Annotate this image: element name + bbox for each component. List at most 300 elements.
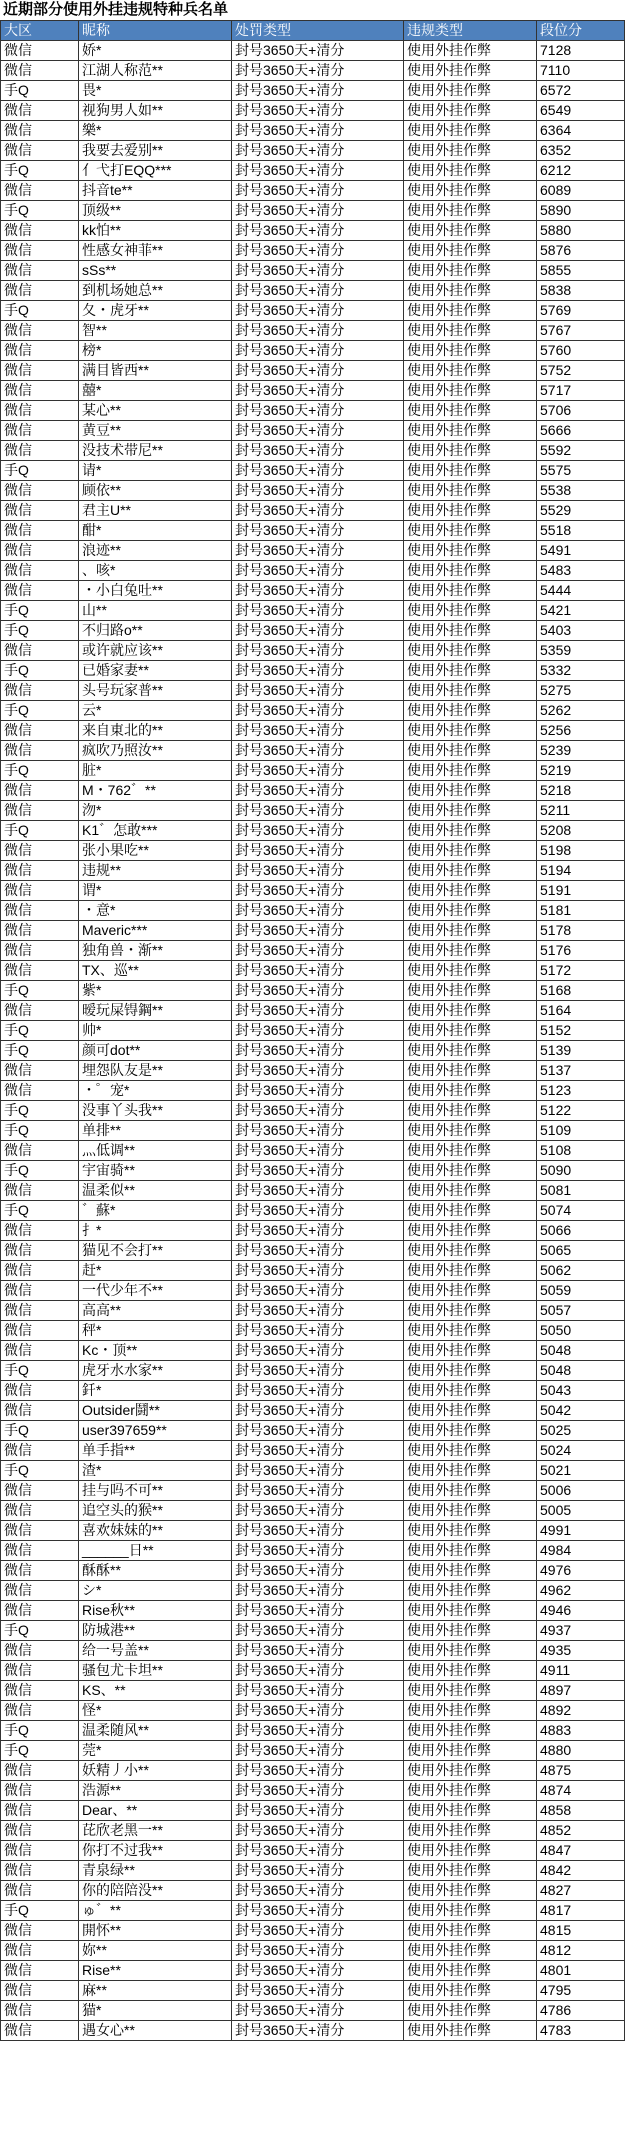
penalty-type-cell: 封号3650天+清分 bbox=[232, 1801, 404, 1821]
table-row bbox=[1, 341, 625, 361]
penalty-type-cell: 封号3650天+清分 bbox=[232, 1321, 404, 1341]
region-cell: 微信 bbox=[1, 901, 79, 921]
table-row bbox=[1, 161, 625, 181]
region-cell: 手Q bbox=[1, 1721, 79, 1741]
penalty-type-cell: 封号3650天+清分 bbox=[232, 1381, 404, 1401]
rank-score-cell: 4880 bbox=[537, 1741, 625, 1761]
violation-type-cell: 使用外挂作弊 bbox=[404, 521, 537, 541]
table-row bbox=[1, 701, 625, 721]
violation-type-cell: 使用外挂作弊 bbox=[404, 1821, 537, 1841]
penalty-type-cell: 封号3650天+清分 bbox=[232, 201, 404, 221]
table-row bbox=[1, 861, 625, 881]
penalty-type-cell: 封号3650天+清分 bbox=[232, 1041, 404, 1061]
table-row bbox=[1, 1421, 625, 1441]
nickname-cell: 单手指** bbox=[79, 1441, 232, 1461]
table-row bbox=[1, 1161, 625, 1181]
rank-score-cell: 5048 bbox=[537, 1341, 625, 1361]
rank-score-cell: 5042 bbox=[537, 1401, 625, 1421]
rank-score-cell: 4883 bbox=[537, 1721, 625, 1741]
violation-type-cell: 使用外挂作弊 bbox=[404, 301, 537, 321]
nickname-cell: 青泉绿** bbox=[79, 1861, 232, 1881]
penalty-type-cell: 封号3650天+清分 bbox=[232, 421, 404, 441]
penalty-type-cell: 封号3650天+清分 bbox=[232, 481, 404, 501]
rank-score-cell: 7110 bbox=[537, 61, 625, 81]
region-cell: 微信 bbox=[1, 941, 79, 961]
table-row bbox=[1, 1861, 625, 1881]
violation-type-cell: 使用外挂作弊 bbox=[404, 1501, 537, 1521]
region-cell: 微信 bbox=[1, 1241, 79, 1261]
rank-score-cell: 5760 bbox=[537, 341, 625, 361]
nickname-cell: KS、** bbox=[79, 1681, 232, 1701]
violation-type-cell: 使用外挂作弊 bbox=[404, 1621, 537, 1641]
rank-score-cell: 5122 bbox=[537, 1101, 625, 1121]
rank-score-cell: 5769 bbox=[537, 301, 625, 321]
violation-type-cell: 使用外挂作弊 bbox=[404, 1681, 537, 1701]
rank-score-cell: 5137 bbox=[537, 1061, 625, 1081]
region-cell: 微信 bbox=[1, 141, 79, 161]
region-cell: 微信 bbox=[1, 421, 79, 441]
table-row bbox=[1, 381, 625, 401]
violation-type-cell: 使用外挂作弊 bbox=[404, 1301, 537, 1321]
rank-score-cell: 5262 bbox=[537, 701, 625, 721]
rank-score-cell: 5538 bbox=[537, 481, 625, 501]
table-row bbox=[1, 921, 625, 941]
nickname-cell: 浩源** bbox=[79, 1781, 232, 1801]
rank-score-cell: 5123 bbox=[537, 1081, 625, 1101]
penalty-type-cell: 封号3650天+清分 bbox=[232, 181, 404, 201]
violation-type-cell: 使用外挂作弊 bbox=[404, 41, 537, 61]
violation-type-cell: 使用外挂作弊 bbox=[404, 761, 537, 781]
table-row bbox=[1, 1041, 625, 1061]
table-row bbox=[1, 2001, 625, 2021]
table-row bbox=[1, 281, 625, 301]
penalty-type-cell: 封号3650天+清分 bbox=[232, 501, 404, 521]
nickname-cell: Outsider鬪** bbox=[79, 1401, 232, 1421]
violation-type-cell: 使用外挂作弊 bbox=[404, 1141, 537, 1161]
table-row bbox=[1, 201, 625, 221]
region-cell: 微信 bbox=[1, 801, 79, 821]
table-row bbox=[1, 781, 625, 801]
violation-type-cell: 使用外挂作弊 bbox=[404, 1161, 537, 1181]
region-cell: 微信 bbox=[1, 961, 79, 981]
rank-score-cell: 5855 bbox=[537, 261, 625, 281]
penalty-type-cell: 封号3650天+清分 bbox=[232, 1221, 404, 1241]
nickname-cell: 紫* bbox=[79, 981, 232, 1001]
rank-score-cell: 4858 bbox=[537, 1801, 625, 1821]
rank-score-cell: 5090 bbox=[537, 1161, 625, 1181]
violation-type-cell: 使用外挂作弊 bbox=[404, 1321, 537, 1341]
violation-type-cell: 使用外挂作弊 bbox=[404, 1441, 537, 1461]
region-cell: 微信 bbox=[1, 1941, 79, 1961]
penalty-type-cell: 封号3650天+清分 bbox=[232, 1761, 404, 1781]
region-cell: 微信 bbox=[1, 1341, 79, 1361]
nickname-cell: 到机场她总** bbox=[79, 281, 232, 301]
rank-score-cell: 5074 bbox=[537, 1201, 625, 1221]
region-cell: 手Q bbox=[1, 761, 79, 781]
region-cell: 手Q bbox=[1, 621, 79, 641]
rank-score-cell: 5211 bbox=[537, 801, 625, 821]
violation-type-cell: 使用外挂作弊 bbox=[404, 821, 537, 841]
nickname-cell: 顾依** bbox=[79, 481, 232, 501]
violation-type-cell: 使用外挂作弊 bbox=[404, 921, 537, 941]
rank-score-cell: 5065 bbox=[537, 1241, 625, 1261]
violation-type-cell: 使用外挂作弊 bbox=[404, 1561, 537, 1581]
nickname-cell: 脏* bbox=[79, 761, 232, 781]
penalty-type-cell: 封号3650天+清分 bbox=[232, 781, 404, 801]
penalty-type-cell: 封号3650天+清分 bbox=[232, 121, 404, 141]
table-row bbox=[1, 661, 625, 681]
nickname-cell: 云* bbox=[79, 701, 232, 721]
region-cell: 微信 bbox=[1, 321, 79, 341]
page-title: 近期部分使用外挂违规特种兵名单 bbox=[3, 1, 229, 18]
penalty-type-cell: 封号3650天+清分 bbox=[232, 1301, 404, 1321]
rank-score-cell: 5838 bbox=[537, 281, 625, 301]
region-cell: 微信 bbox=[1, 1921, 79, 1941]
nickname-cell: 喜欢妹妹的** bbox=[79, 1521, 232, 1541]
rank-score-cell: 4852 bbox=[537, 1821, 625, 1841]
region-cell: 手Q bbox=[1, 1101, 79, 1121]
violation-type-cell: 使用外挂作弊 bbox=[404, 2001, 537, 2021]
rank-score-cell: 5332 bbox=[537, 661, 625, 681]
penalty-type-cell: 封号3650天+清分 bbox=[232, 761, 404, 781]
nickname-cell: 顶级** bbox=[79, 201, 232, 221]
penalty-type-cell: 封号3650天+清分 bbox=[232, 1961, 404, 1981]
penalty-type-cell: 封号3650天+清分 bbox=[232, 521, 404, 541]
nickname-cell: 遇女心** bbox=[79, 2021, 232, 2041]
violation-type-cell: 使用外挂作弊 bbox=[404, 1421, 537, 1441]
violation-type-cell: 使用外挂作弊 bbox=[404, 1521, 537, 1541]
table-row bbox=[1, 1201, 625, 1221]
table-row bbox=[1, 1641, 625, 1661]
penalty-type-cell: 封号3650天+清分 bbox=[232, 1421, 404, 1441]
table-row bbox=[1, 1441, 625, 1461]
nickname-cell: 樂* bbox=[79, 121, 232, 141]
nickname-cell: 怪* bbox=[79, 1701, 232, 1721]
region-cell: 微信 bbox=[1, 1861, 79, 1881]
violation-type-cell: 使用外挂作弊 bbox=[404, 561, 537, 581]
region-cell: 手Q bbox=[1, 81, 79, 101]
header-row bbox=[1, 21, 625, 41]
penalty-type-cell: 封号3650天+清分 bbox=[232, 881, 404, 901]
region-cell: 微信 bbox=[1, 861, 79, 881]
nickname-cell: 给一号盖** bbox=[79, 1641, 232, 1661]
region-cell: 微信 bbox=[1, 681, 79, 701]
penalty-type-cell: 封号3650天+清分 bbox=[232, 1061, 404, 1081]
penalty-type-cell: 封号3650天+清分 bbox=[232, 441, 404, 461]
nickname-cell: 没技术带尼** bbox=[79, 441, 232, 461]
region-cell: 手Q bbox=[1, 461, 79, 481]
penalty-type-cell: 封号3650天+清分 bbox=[232, 1981, 404, 2001]
rank-score-cell: 5752 bbox=[537, 361, 625, 381]
nickname-cell: 芘欣老黑一** bbox=[79, 1821, 232, 1841]
rank-score-cell: 5359 bbox=[537, 641, 625, 661]
rank-score-cell: 4801 bbox=[537, 1961, 625, 1981]
rank-score-cell: 5518 bbox=[537, 521, 625, 541]
rank-score-cell: 5152 bbox=[537, 1021, 625, 1041]
table-row bbox=[1, 1281, 625, 1301]
rank-score-cell: 5024 bbox=[537, 1441, 625, 1461]
violation-type-cell: 使用外挂作弊 bbox=[404, 1001, 537, 1021]
table-row bbox=[1, 1601, 625, 1621]
rank-score-cell: 5592 bbox=[537, 441, 625, 461]
region-cell: 手Q bbox=[1, 1021, 79, 1041]
penalty-type-cell: 封号3650天+清分 bbox=[232, 1781, 404, 1801]
nickname-cell: 温柔随风** bbox=[79, 1721, 232, 1741]
rank-score-cell: 5767 bbox=[537, 321, 625, 341]
violation-type-cell: 使用外挂作弊 bbox=[404, 701, 537, 721]
region-cell: 微信 bbox=[1, 881, 79, 901]
rank-score-cell: 4815 bbox=[537, 1921, 625, 1941]
nickname-cell: 违规** bbox=[79, 861, 232, 881]
rank-score-cell: 5219 bbox=[537, 761, 625, 781]
penalty-type-cell: 封号3650天+清分 bbox=[232, 261, 404, 281]
region-cell: 微信 bbox=[1, 1221, 79, 1241]
nickname-cell: 防城港** bbox=[79, 1621, 232, 1641]
rank-score-cell: 4827 bbox=[537, 1881, 625, 1901]
penalty-type-cell: 封号3650天+清分 bbox=[232, 2001, 404, 2021]
rank-score-cell: 6212 bbox=[537, 161, 625, 181]
region-cell: 微信 bbox=[1, 341, 79, 361]
table-row bbox=[1, 361, 625, 381]
table-row bbox=[1, 901, 625, 921]
penalty-type-cell: 封号3650天+清分 bbox=[232, 41, 404, 61]
violation-type-cell: 使用外挂作弊 bbox=[404, 961, 537, 981]
violation-type-cell: 使用外挂作弊 bbox=[404, 541, 537, 561]
region-cell: 微信 bbox=[1, 481, 79, 501]
rank-score-cell: 5168 bbox=[537, 981, 625, 1001]
nickname-cell: user397659** bbox=[79, 1421, 232, 1441]
violation-type-cell: 使用外挂作弊 bbox=[404, 1941, 537, 1961]
region-cell: 微信 bbox=[1, 781, 79, 801]
region-cell: 微信 bbox=[1, 521, 79, 541]
region-cell: 微信 bbox=[1, 1661, 79, 1681]
nickname-cell: 莞* bbox=[79, 1741, 232, 1761]
region-cell: 微信 bbox=[1, 1381, 79, 1401]
violation-type-cell: 使用外挂作弊 bbox=[404, 741, 537, 761]
violation-type-cell: 使用外挂作弊 bbox=[404, 1901, 537, 1921]
violation-type-cell: 使用外挂作弊 bbox=[404, 2021, 537, 2041]
rank-score-cell: 5108 bbox=[537, 1141, 625, 1161]
penalty-type-cell: 封号3650天+清分 bbox=[232, 841, 404, 861]
nickname-cell: 赶* bbox=[79, 1261, 232, 1281]
region-cell: 微信 bbox=[1, 1681, 79, 1701]
violation-type-cell: 使用外挂作弊 bbox=[404, 581, 537, 601]
region-cell: 微信 bbox=[1, 1641, 79, 1661]
rank-score-cell: 4984 bbox=[537, 1541, 625, 1561]
nickname-cell: 猫见不会打** bbox=[79, 1241, 232, 1261]
rank-score-cell: 4946 bbox=[537, 1601, 625, 1621]
penalty-type-cell: 封号3650天+清分 bbox=[232, 1241, 404, 1261]
rank-score-cell: 6352 bbox=[537, 141, 625, 161]
rank-score-cell: 5062 bbox=[537, 1261, 625, 1281]
violation-type-cell: 使用外挂作弊 bbox=[404, 141, 537, 161]
region-cell: 微信 bbox=[1, 1261, 79, 1281]
penalty-type-cell: 封号3650天+清分 bbox=[232, 141, 404, 161]
violation-type-cell: 使用外挂作弊 bbox=[404, 81, 537, 101]
nickname-cell: 已婚家妻** bbox=[79, 661, 232, 681]
violation-type-cell: 使用外挂作弊 bbox=[404, 1241, 537, 1261]
penalty-type-cell: 封号3650天+清分 bbox=[232, 1881, 404, 1901]
region-cell: 手Q bbox=[1, 701, 79, 721]
penalty-type-cell: 封号3650天+清分 bbox=[232, 1541, 404, 1561]
nickname-cell: 疯吹乃照汝** bbox=[79, 741, 232, 761]
penalty-type-cell: 封号3650天+清分 bbox=[232, 1561, 404, 1581]
penalty-type-cell: 封号3650天+清分 bbox=[232, 941, 404, 961]
region-cell: 手Q bbox=[1, 1421, 79, 1441]
violation-type-cell: 使用外挂作弊 bbox=[404, 1281, 537, 1301]
table-row bbox=[1, 1881, 625, 1901]
violation-type-cell: 使用外挂作弊 bbox=[404, 1401, 537, 1421]
table-row bbox=[1, 1821, 625, 1841]
penalty-type-cell: 封号3650天+清分 bbox=[232, 741, 404, 761]
table-row bbox=[1, 1741, 625, 1761]
region-cell: 微信 bbox=[1, 2001, 79, 2021]
violation-type-cell: 使用外挂作弊 bbox=[404, 481, 537, 501]
violation-type-cell: 使用外挂作弊 bbox=[404, 1741, 537, 1761]
nickname-cell: 单排** bbox=[79, 1121, 232, 1141]
violation-type-cell: 使用外挂作弊 bbox=[404, 1961, 537, 1981]
table-row bbox=[1, 481, 625, 501]
table-row bbox=[1, 1721, 625, 1741]
penalty-type-cell: 封号3650天+清分 bbox=[232, 321, 404, 341]
nickname-cell: M・762゛** bbox=[79, 781, 232, 801]
penalty-type-cell: 封号3650天+清分 bbox=[232, 1101, 404, 1121]
violation-type-cell: 使用外挂作弊 bbox=[404, 281, 537, 301]
rank-score-cell: 5256 bbox=[537, 721, 625, 741]
region-cell: 微信 bbox=[1, 1801, 79, 1821]
violation-type-cell: 使用外挂作弊 bbox=[404, 641, 537, 661]
penalty-type-cell: 封号3650天+清分 bbox=[232, 1481, 404, 1501]
rank-score-cell: 6364 bbox=[537, 121, 625, 141]
table-row bbox=[1, 421, 625, 441]
nickname-cell: kk怕** bbox=[79, 221, 232, 241]
rank-score-cell: 5139 bbox=[537, 1041, 625, 1061]
table-row bbox=[1, 1181, 625, 1201]
region-cell: 微信 bbox=[1, 1441, 79, 1461]
violation-type-cell: 使用外挂作弊 bbox=[404, 1541, 537, 1561]
violation-type-cell: 使用外挂作弊 bbox=[404, 1921, 537, 1941]
penalty-type-cell: 封号3650天+清分 bbox=[232, 1441, 404, 1461]
rank-score-cell: 4786 bbox=[537, 2001, 625, 2021]
violation-type-cell: 使用外挂作弊 bbox=[404, 1701, 537, 1721]
nickname-cell: 温柔似** bbox=[79, 1181, 232, 1201]
violation-type-cell: 使用外挂作弊 bbox=[404, 461, 537, 481]
rank-score-cell: 5529 bbox=[537, 501, 625, 521]
rank-score-cell: 5706 bbox=[537, 401, 625, 421]
violation-type-cell: 使用外挂作弊 bbox=[404, 341, 537, 361]
penalty-type-cell: 封号3650天+清分 bbox=[232, 341, 404, 361]
penalty-type-cell: 封号3650天+清分 bbox=[232, 541, 404, 561]
penalty-type-cell: 封号3650天+清分 bbox=[232, 361, 404, 381]
table-row bbox=[1, 1241, 625, 1261]
table-row bbox=[1, 581, 625, 601]
penalty-type-cell: 封号3650天+清分 bbox=[232, 981, 404, 1001]
violation-type-cell: 使用外挂作弊 bbox=[404, 881, 537, 901]
table-row bbox=[1, 1901, 625, 1921]
nickname-cell: 一代少年不** bbox=[79, 1281, 232, 1301]
penalty-type-cell: 封号3650天+清分 bbox=[232, 581, 404, 601]
penalty-type-cell: 封号3650天+清分 bbox=[232, 901, 404, 921]
nickname-cell: 高高** bbox=[79, 1301, 232, 1321]
violation-type-cell: 使用外挂作弊 bbox=[404, 621, 537, 641]
violation-type-cell: 使用外挂作弊 bbox=[404, 241, 537, 261]
nickname-cell: TX、巡** bbox=[79, 961, 232, 981]
penalty-type-cell: 封号3650天+清分 bbox=[232, 921, 404, 941]
region-cell: 手Q bbox=[1, 1041, 79, 1061]
region-cell: 微信 bbox=[1, 1081, 79, 1101]
nickname-cell: 挂与吗不可** bbox=[79, 1481, 232, 1501]
region-cell: 微信 bbox=[1, 541, 79, 561]
header-penalty-type: 处罚类型 bbox=[232, 21, 404, 41]
region-cell: 微信 bbox=[1, 121, 79, 141]
nickname-cell: 追空头的猴** bbox=[79, 1501, 232, 1521]
violation-type-cell: 使用外挂作弊 bbox=[404, 121, 537, 141]
nickname-cell: 请* bbox=[79, 461, 232, 481]
header-rank-score: 段位分 bbox=[537, 21, 625, 41]
table-row bbox=[1, 601, 625, 621]
rank-score-cell: 4874 bbox=[537, 1781, 625, 1801]
rank-score-cell: 5109 bbox=[537, 1121, 625, 1141]
violation-type-cell: 使用外挂作弊 bbox=[404, 1581, 537, 1601]
nickname-cell: 酥酥** bbox=[79, 1561, 232, 1581]
table-row bbox=[1, 1301, 625, 1321]
table-row bbox=[1, 1121, 625, 1141]
region-cell: 微信 bbox=[1, 1481, 79, 1501]
nickname-cell: 没事丫头我** bbox=[79, 1101, 232, 1121]
table-row bbox=[1, 981, 625, 1001]
region-cell: 微信 bbox=[1, 1521, 79, 1541]
rank-score-cell: 6549 bbox=[537, 101, 625, 121]
nickname-cell: 独角兽・渐** bbox=[79, 941, 232, 961]
region-cell: 手Q bbox=[1, 661, 79, 681]
nickname-cell: 娇* bbox=[79, 41, 232, 61]
rank-score-cell: 5043 bbox=[537, 1381, 625, 1401]
penalty-type-cell: 封号3650天+清分 bbox=[232, 1581, 404, 1601]
table-row bbox=[1, 741, 625, 761]
nickname-cell: ・゜宠* bbox=[79, 1081, 232, 1101]
rank-score-cell: 5717 bbox=[537, 381, 625, 401]
nickname-cell: シ* bbox=[79, 1581, 232, 1601]
table-row bbox=[1, 521, 625, 541]
region-cell: 微信 bbox=[1, 241, 79, 261]
table-row bbox=[1, 321, 625, 341]
table-row bbox=[1, 681, 625, 701]
table-row bbox=[1, 641, 625, 661]
region-cell: 手Q bbox=[1, 1361, 79, 1381]
violation-type-cell: 使用外挂作弊 bbox=[404, 801, 537, 821]
table-row bbox=[1, 461, 625, 481]
violation-type-cell: 使用外挂作弊 bbox=[404, 981, 537, 1001]
region-cell: 手Q bbox=[1, 161, 79, 181]
nickname-cell: 颜可dot** bbox=[79, 1041, 232, 1061]
penalty-type-cell: 封号3650天+清分 bbox=[232, 1121, 404, 1141]
header-nickname: 昵称 bbox=[79, 21, 232, 41]
nickname-cell: 釺* bbox=[79, 1381, 232, 1401]
rank-score-cell: 5198 bbox=[537, 841, 625, 861]
nickname-cell: 扌* bbox=[79, 1221, 232, 1241]
nickname-cell: 、咳* bbox=[79, 561, 232, 581]
penalty-type-cell: 封号3650天+清分 bbox=[232, 1701, 404, 1721]
region-cell: 微信 bbox=[1, 1881, 79, 1901]
nickname-cell: 猫* bbox=[79, 2001, 232, 2021]
penalty-type-cell: 封号3650天+清分 bbox=[232, 1161, 404, 1181]
violation-type-cell: 使用外挂作弊 bbox=[404, 421, 537, 441]
nickname-cell: 埋怨队友是** bbox=[79, 1061, 232, 1081]
nickname-cell: K1゛怎敢*** bbox=[79, 821, 232, 841]
table-row bbox=[1, 1761, 625, 1781]
nickname-cell: 我要去爱别** bbox=[79, 141, 232, 161]
rank-score-cell: 4817 bbox=[537, 1901, 625, 1921]
